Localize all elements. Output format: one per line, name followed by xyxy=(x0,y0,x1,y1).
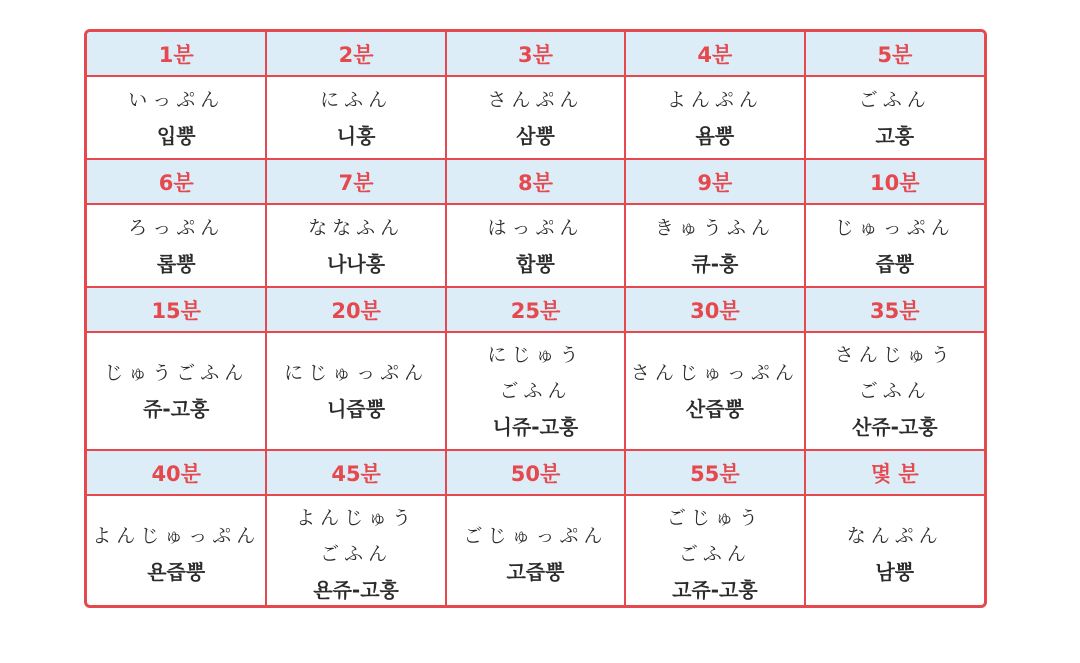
korean-pronunciation: 입뿡 xyxy=(156,123,196,148)
minute-header-cell: 40분 xyxy=(87,450,266,495)
reading-cell xyxy=(446,332,625,450)
kana-reading: ごふん xyxy=(858,88,931,111)
minute-header-cell: 몇 분 xyxy=(805,450,984,495)
minute-header-cell: 8분 xyxy=(446,159,625,204)
minute-header-cell: 55분 xyxy=(625,450,804,495)
reading-cell xyxy=(446,204,625,287)
minute-header-cell: 9분 xyxy=(625,159,804,204)
reading-cell xyxy=(87,76,266,159)
kana-reading: にじゅう xyxy=(487,344,584,366)
minute-header-cell: 3분 xyxy=(446,32,625,76)
korean-pronunciation: 욘쥬-고훙 xyxy=(313,578,399,602)
reading-cell xyxy=(87,204,266,287)
korean-pronunciation: 남뿡 xyxy=(875,560,915,584)
minute-header-cell: 30분 xyxy=(625,287,804,332)
kana-reading: さんぷん xyxy=(487,88,584,111)
reading-cell xyxy=(625,76,804,159)
kana-reading: ごふん xyxy=(678,543,751,565)
kana-reading: にじゅっぷん xyxy=(284,362,429,384)
reading-cell xyxy=(266,204,445,287)
reading-cell xyxy=(805,332,984,450)
korean-pronunciation: 욤뿡 xyxy=(695,123,735,148)
minute-header-cell: 6분 xyxy=(87,159,266,204)
korean-pronunciation: 고쥬-고훙 xyxy=(672,578,758,602)
reading-cell xyxy=(446,76,625,159)
minutes-table xyxy=(87,32,984,608)
korean-pronunciation: 고훙 xyxy=(875,123,915,148)
kana-reading: ごふん xyxy=(320,543,393,565)
kana-reading: よんぷん xyxy=(666,88,763,111)
kana-reading: ろっぷん xyxy=(128,216,225,239)
reading-row xyxy=(87,495,984,608)
minute-header-cell: 50분 xyxy=(446,450,625,495)
header-row xyxy=(87,287,984,332)
kana-reading: さんじゅっぷん xyxy=(630,362,799,384)
reading-row xyxy=(87,76,984,159)
minute-header-cell: 7분 xyxy=(266,159,445,204)
kana-reading: よんじゅっぷん xyxy=(92,525,261,547)
kana-reading: はっぷん xyxy=(487,216,584,239)
kana-reading: ななふん xyxy=(308,216,405,239)
reading-cell xyxy=(805,204,984,287)
korean-pronunciation: 니쥬-고훙 xyxy=(492,415,579,439)
minute-header-cell: 20분 xyxy=(266,287,445,332)
korean-pronunciation: 산쥬-고훙 xyxy=(851,415,938,439)
minutes-reading-table xyxy=(84,29,987,608)
korean-pronunciation: 니즙뿡 xyxy=(327,397,386,421)
reading-cell xyxy=(266,495,445,608)
korean-pronunciation: 쥬-고훙 xyxy=(143,397,210,421)
kana-reading: ごじゅっぷん xyxy=(463,525,608,547)
reading-cell xyxy=(266,332,445,450)
korean-pronunciation: 산즙뿡 xyxy=(685,397,744,421)
kana-reading: きゅうふん xyxy=(654,216,775,239)
minute-header-cell: 4분 xyxy=(625,32,804,76)
kana-reading: じゅっぷん xyxy=(834,216,955,239)
korean-pronunciation: 욘즙뿡 xyxy=(147,560,206,584)
minute-header-cell: 35분 xyxy=(805,287,984,332)
kana-reading: なんぷん xyxy=(846,525,943,547)
reading-cell xyxy=(446,495,625,608)
reading-cell xyxy=(625,495,804,608)
kana-reading: さんじゅう xyxy=(834,344,955,366)
korean-pronunciation: 삼뿡 xyxy=(516,123,555,148)
minute-header-cell: 2분 xyxy=(266,32,445,76)
korean-pronunciation: 니훙 xyxy=(336,123,376,148)
reading-cell xyxy=(625,204,804,287)
reading-row xyxy=(87,204,984,287)
header-row xyxy=(87,159,984,204)
header-row xyxy=(87,450,984,495)
korean-pronunciation: 롭뿡 xyxy=(156,251,196,276)
korean-pronunciation: 큐-훙 xyxy=(691,251,739,276)
reading-cell xyxy=(805,76,984,159)
reading-cell xyxy=(805,495,984,608)
reading-cell xyxy=(87,495,266,608)
minute-header-cell: 10분 xyxy=(805,159,984,204)
korean-pronunciation: 합뿡 xyxy=(516,251,555,276)
kana-reading: いっぷん xyxy=(128,88,225,111)
kana-reading: ごふん xyxy=(858,380,931,402)
kana-reading: ごじゅう xyxy=(666,507,763,529)
minute-header-cell: 15분 xyxy=(87,287,266,332)
korean-pronunciation: 고즙뿡 xyxy=(506,560,565,584)
korean-pronunciation: 나나훙 xyxy=(327,251,386,276)
minute-header-cell: 1분 xyxy=(87,32,266,76)
minute-header-cell: 25분 xyxy=(446,287,625,332)
reading-cell xyxy=(266,76,445,159)
minute-header-cell: 5분 xyxy=(805,32,984,76)
reading-cell xyxy=(87,332,266,450)
reading-row xyxy=(87,332,984,450)
kana-reading: よんじゅう xyxy=(296,507,417,529)
kana-reading: じゅうごふん xyxy=(104,362,249,384)
korean-pronunciation: 즙뿡 xyxy=(875,251,915,276)
header-row xyxy=(87,32,984,76)
kana-reading: ごふん xyxy=(499,380,572,402)
table-body xyxy=(87,32,984,608)
kana-reading: にふん xyxy=(320,88,393,111)
minute-header-cell: 45분 xyxy=(266,450,445,495)
reading-cell xyxy=(625,332,804,450)
